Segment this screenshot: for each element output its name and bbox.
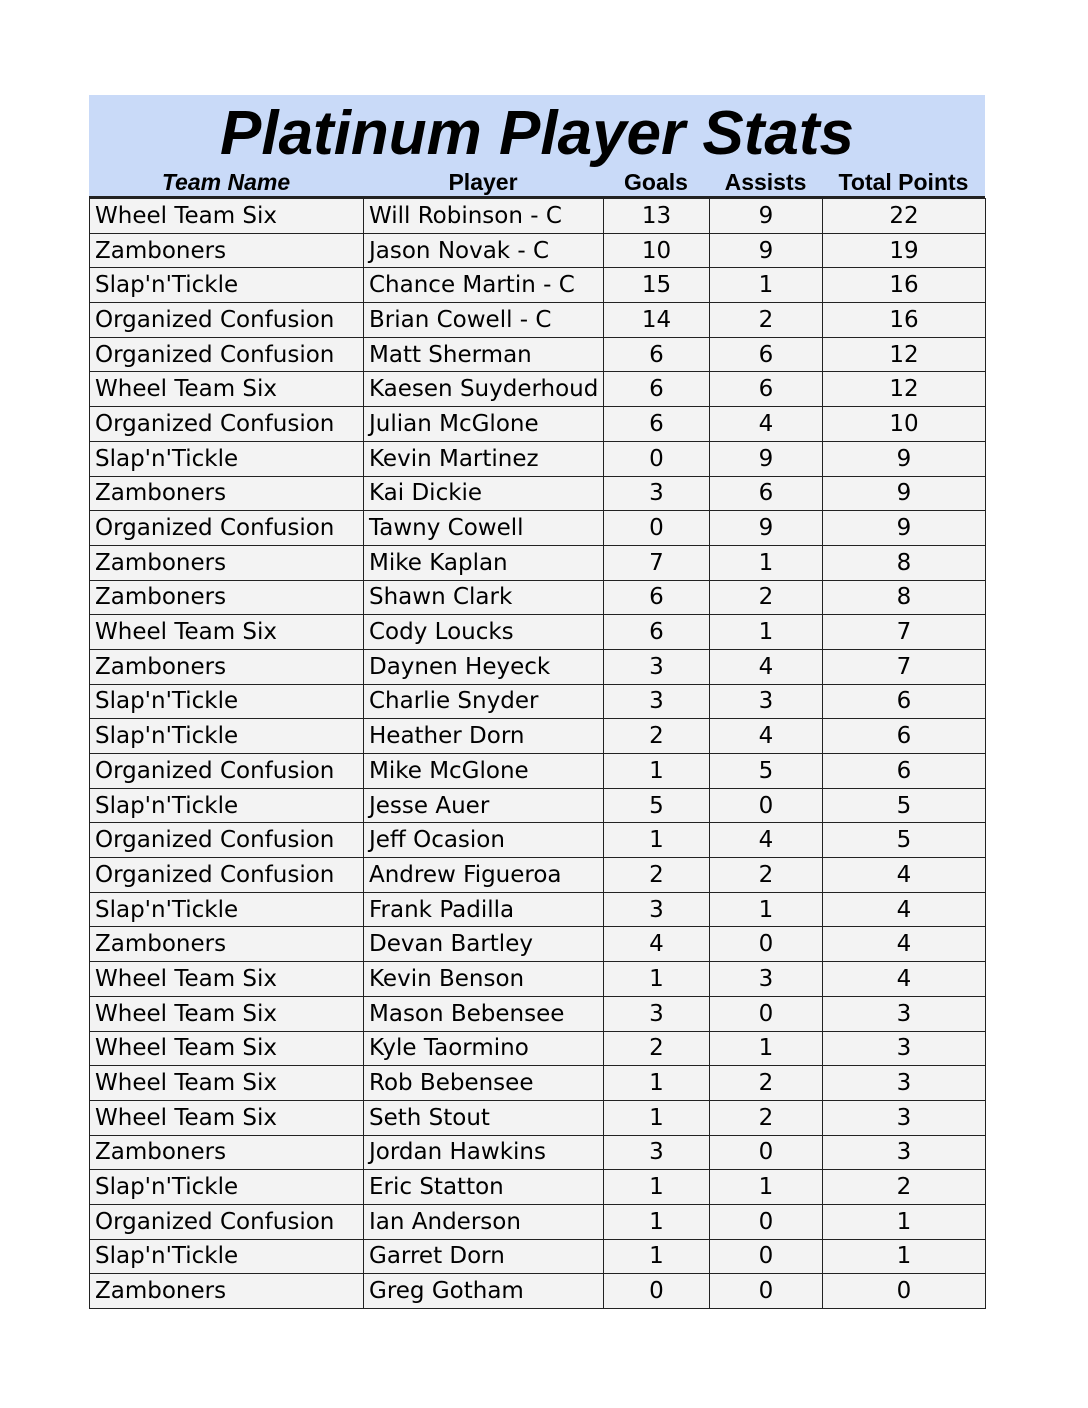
goals-cell: 6	[604, 615, 710, 650]
goals-cell: 6	[604, 580, 710, 615]
player-name-cell: Shawn Clark	[364, 580, 604, 615]
table-row	[90, 441, 986, 476]
goals-cell: 6	[604, 337, 710, 372]
total-points-cell: 7	[823, 649, 986, 684]
goals-cell: 0	[604, 511, 710, 546]
assists-cell: 4	[710, 719, 823, 754]
player-name-cell: Mike Kaplan	[364, 545, 604, 580]
goals-cell: 2	[604, 1031, 710, 1066]
assists-cell: 1	[710, 1031, 823, 1066]
team-name-cell: Slap'n'Tickle	[90, 1170, 364, 1205]
assists-cell: 0	[710, 788, 823, 823]
assists-cell: 2	[710, 858, 823, 893]
total-points-cell: 3	[823, 1100, 986, 1135]
goals-cell: 10	[604, 233, 710, 268]
total-points-cell: 3	[823, 1066, 986, 1101]
assists-cell: 0	[710, 927, 823, 962]
total-points-cell: 4	[823, 962, 986, 997]
assists-cell: 1	[710, 545, 823, 580]
player-name-cell: Daynen Heyeck	[364, 649, 604, 684]
table-row	[90, 858, 986, 893]
player-name-cell: Eric Statton	[364, 1170, 604, 1205]
goals-cell: 1	[604, 1204, 710, 1239]
assists-cell: 2	[710, 580, 823, 615]
team-name-cell: Slap'n'Tickle	[90, 788, 364, 823]
assists-cell: 9	[710, 233, 823, 268]
table-row	[90, 233, 986, 268]
goals-cell: 1	[604, 754, 710, 789]
player-name-cell: Kevin Benson	[364, 962, 604, 997]
assists-cell: 9	[710, 511, 823, 546]
player-name-cell: Charlie Snyder	[364, 684, 604, 719]
assists-cell: 2	[710, 303, 823, 338]
team-name-cell: Wheel Team Six	[90, 199, 364, 234]
team-name-cell: Zamboners	[90, 233, 364, 268]
total-points-cell: 12	[823, 372, 986, 407]
player-name-cell: Jeff Ocasion	[364, 823, 604, 858]
table-row	[90, 823, 986, 858]
total-points-cell: 4	[823, 858, 986, 893]
total-points-cell: 4	[823, 892, 986, 927]
column-header-team-name: Team Name	[161, 169, 291, 195]
team-name-cell: Zamboners	[90, 1274, 364, 1309]
total-points-cell: 3	[823, 1031, 986, 1066]
player-name-cell: Ian Anderson	[364, 1204, 604, 1239]
team-name-cell: Zamboners	[90, 476, 364, 511]
table-row	[90, 754, 986, 789]
assists-cell: 1	[710, 892, 823, 927]
team-name-cell: Organized Confusion	[90, 858, 364, 893]
total-points-cell: 16	[823, 268, 986, 303]
team-name-cell: Slap'n'Tickle	[90, 892, 364, 927]
team-name-cell: Organized Confusion	[90, 337, 364, 372]
table-row	[90, 996, 986, 1031]
goals-cell: 3	[604, 476, 710, 511]
assists-cell: 4	[710, 407, 823, 442]
team-name-cell: Organized Confusion	[90, 407, 364, 442]
team-name-cell: Zamboners	[90, 580, 364, 615]
column-header-assists: Assists	[724, 169, 807, 195]
team-name-cell: Slap'n'Tickle	[90, 268, 364, 303]
table-row	[90, 337, 986, 372]
assists-cell: 0	[710, 1135, 823, 1170]
team-name-cell: Organized Confusion	[90, 754, 364, 789]
assists-cell: 4	[710, 823, 823, 858]
goals-cell: 6	[604, 407, 710, 442]
table-row	[90, 892, 986, 927]
total-points-cell: 4	[823, 927, 986, 962]
assists-cell: 0	[710, 1274, 823, 1309]
player-name-cell: Will Robinson - C	[364, 199, 604, 234]
total-points-cell: 1	[823, 1239, 986, 1274]
team-name-cell: Slap'n'Tickle	[90, 719, 364, 754]
goals-cell: 5	[604, 788, 710, 823]
assists-cell: 3	[710, 684, 823, 719]
assists-cell: 6	[710, 372, 823, 407]
goals-cell: 15	[604, 268, 710, 303]
team-name-cell: Zamboners	[90, 927, 364, 962]
total-points-cell: 8	[823, 545, 986, 580]
goals-cell: 3	[604, 1135, 710, 1170]
goals-cell: 1	[604, 1170, 710, 1205]
team-name-cell: Organized Confusion	[90, 823, 364, 858]
assists-cell: 6	[710, 476, 823, 511]
player-name-cell: Matt Sherman	[364, 337, 604, 372]
goals-cell: 1	[604, 1066, 710, 1101]
player-name-cell: Garret Dorn	[364, 1239, 604, 1274]
table-row	[90, 476, 986, 511]
table-row	[90, 719, 986, 754]
table-row	[90, 684, 986, 719]
team-name-cell: Wheel Team Six	[90, 996, 364, 1031]
assists-cell: 9	[710, 441, 823, 476]
team-name-cell: Wheel Team Six	[90, 1100, 364, 1135]
total-points-cell: 6	[823, 719, 986, 754]
team-name-cell: Wheel Team Six	[90, 615, 364, 650]
total-points-cell: 9	[823, 511, 986, 546]
player-name-cell: Cody Loucks	[364, 615, 604, 650]
goals-cell: 6	[604, 372, 710, 407]
table-row	[90, 1135, 986, 1170]
total-points-cell: 9	[823, 441, 986, 476]
assists-cell: 1	[710, 1170, 823, 1205]
player-name-cell: Mike McGlone	[364, 754, 604, 789]
assists-cell: 9	[710, 199, 823, 234]
player-name-cell: Jordan Hawkins	[364, 1135, 604, 1170]
goals-cell: 3	[604, 649, 710, 684]
goals-cell: 1	[604, 1100, 710, 1135]
table-row	[90, 1066, 986, 1101]
goals-cell: 14	[604, 303, 710, 338]
team-name-cell: Slap'n'Tickle	[90, 441, 364, 476]
table-row	[90, 962, 986, 997]
player-name-cell: Seth Stout	[364, 1100, 604, 1135]
assists-cell: 1	[710, 615, 823, 650]
player-name-cell: Jesse Auer	[364, 788, 604, 823]
team-name-cell: Slap'n'Tickle	[90, 1239, 364, 1274]
player-name-cell: Andrew Figueroa	[364, 858, 604, 893]
table-row	[90, 372, 986, 407]
total-points-cell: 7	[823, 615, 986, 650]
assists-cell: 0	[710, 996, 823, 1031]
team-name-cell: Organized Confusion	[90, 511, 364, 546]
table-row	[90, 927, 986, 962]
goals-cell: 3	[604, 684, 710, 719]
goals-cell: 0	[604, 1274, 710, 1309]
assists-cell: 0	[710, 1239, 823, 1274]
team-name-cell: Zamboners	[90, 649, 364, 684]
player-name-cell: Devan Bartley	[364, 927, 604, 962]
table-row	[90, 1204, 986, 1239]
assists-cell: 5	[710, 754, 823, 789]
total-points-cell: 5	[823, 788, 986, 823]
team-name-cell: Organized Confusion	[90, 1204, 364, 1239]
column-header-total-points: Total Points	[838, 169, 969, 195]
goals-cell: 2	[604, 858, 710, 893]
player-name-cell: Greg Gotham	[364, 1274, 604, 1309]
team-name-cell: Wheel Team Six	[90, 1031, 364, 1066]
goals-cell: 1	[604, 962, 710, 997]
player-name-cell: Brian Cowell - C	[364, 303, 604, 338]
table-row	[90, 545, 986, 580]
total-points-cell: 5	[823, 823, 986, 858]
total-points-cell: 3	[823, 1135, 986, 1170]
player-name-cell: Kyle Taormino	[364, 1031, 604, 1066]
player-name-cell: Kai Dickie	[364, 476, 604, 511]
assists-cell: 2	[710, 1066, 823, 1101]
table-row	[90, 268, 986, 303]
total-points-cell: 1	[823, 1204, 986, 1239]
table-row	[90, 407, 986, 442]
goals-cell: 3	[604, 996, 710, 1031]
page-title: Platinum Player Stats	[219, 99, 855, 168]
player-name-cell: Mason Bebensee	[364, 996, 604, 1031]
goals-cell: 7	[604, 545, 710, 580]
player-name-cell: Kaesen Suyderhoud	[364, 372, 604, 407]
total-points-cell: 0	[823, 1274, 986, 1309]
player-name-cell: Kevin Martinez	[364, 441, 604, 476]
table-row	[90, 615, 986, 650]
player-name-cell: Jason Novak - C	[364, 233, 604, 268]
player-name-cell: Julian McGlone	[364, 407, 604, 442]
goals-cell: 3	[604, 892, 710, 927]
team-name-cell: Zamboners	[90, 545, 364, 580]
table-row	[90, 649, 986, 684]
team-name-cell: Slap'n'Tickle	[90, 684, 364, 719]
assists-cell: 2	[710, 1100, 823, 1135]
column-header-goals: Goals	[624, 169, 688, 195]
assists-cell: 3	[710, 962, 823, 997]
table-row	[90, 580, 986, 615]
player-stats-table	[89, 198, 986, 1309]
player-name-cell: Tawny Cowell	[364, 511, 604, 546]
player-stats-body	[90, 199, 986, 1309]
table-row	[90, 1100, 986, 1135]
player-name-cell: Heather Dorn	[364, 719, 604, 754]
table-row	[90, 303, 986, 338]
total-points-cell: 16	[823, 303, 986, 338]
goals-cell: 1	[604, 1239, 710, 1274]
stats-sheet	[89, 95, 985, 1309]
total-points-cell: 9	[823, 476, 986, 511]
table-row	[90, 1031, 986, 1066]
total-points-cell: 10	[823, 407, 986, 442]
table-row	[90, 1170, 986, 1205]
player-name-cell: Frank Padilla	[364, 892, 604, 927]
team-name-cell: Wheel Team Six	[90, 372, 364, 407]
sheet-header	[89, 95, 985, 198]
player-name-cell: Rob Bebensee	[364, 1066, 604, 1101]
total-points-cell: 3	[823, 996, 986, 1031]
assists-cell: 0	[710, 1204, 823, 1239]
assists-cell: 6	[710, 337, 823, 372]
assists-cell: 1	[710, 268, 823, 303]
total-points-cell: 8	[823, 580, 986, 615]
team-name-cell: Wheel Team Six	[90, 962, 364, 997]
table-row	[90, 199, 986, 234]
team-name-cell: Wheel Team Six	[90, 1066, 364, 1101]
total-points-cell: 2	[823, 1170, 986, 1205]
team-name-cell: Organized Confusion	[90, 303, 364, 338]
goals-cell: 13	[604, 199, 710, 234]
assists-cell: 4	[710, 649, 823, 684]
column-header-player: Player	[448, 169, 518, 195]
goals-cell: 4	[604, 927, 710, 962]
total-points-cell: 22	[823, 199, 986, 234]
table-row	[90, 788, 986, 823]
team-name-cell: Zamboners	[90, 1135, 364, 1170]
goals-cell: 0	[604, 441, 710, 476]
table-row	[90, 1274, 986, 1309]
player-name-cell: Chance Martin - C	[364, 268, 604, 303]
goals-cell: 2	[604, 719, 710, 754]
total-points-cell: 6	[823, 684, 986, 719]
total-points-cell: 19	[823, 233, 986, 268]
table-row	[90, 511, 986, 546]
total-points-cell: 12	[823, 337, 986, 372]
total-points-cell: 6	[823, 754, 986, 789]
goals-cell: 1	[604, 823, 710, 858]
table-row	[90, 1239, 986, 1274]
